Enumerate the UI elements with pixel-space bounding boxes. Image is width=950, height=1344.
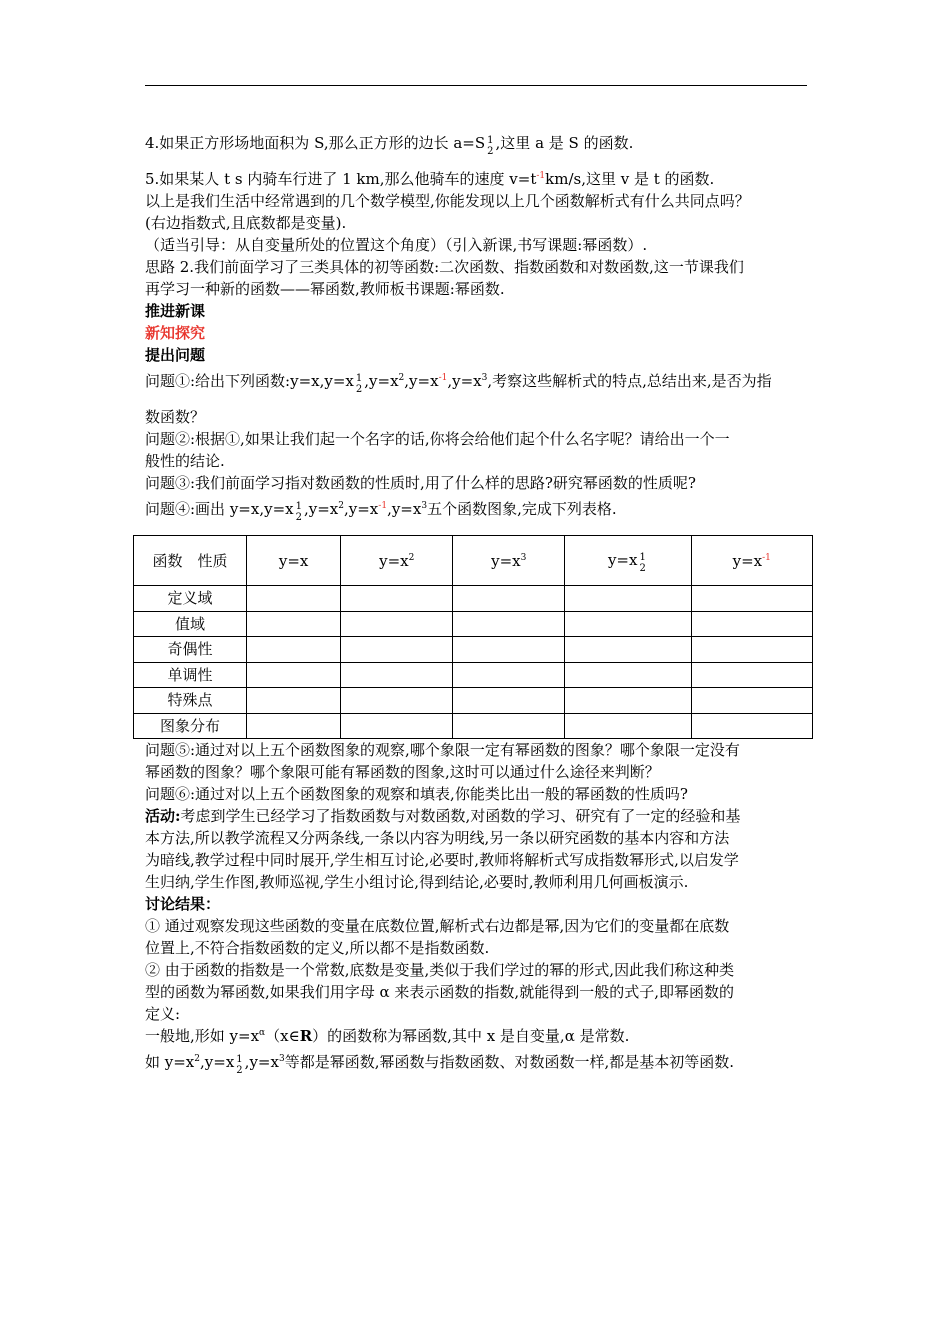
item-4-text-end: ,这里 a 是 S 的函数.: [495, 134, 634, 152]
exponent-three: 3: [421, 501, 428, 511]
row-label: 单调性: [134, 662, 247, 688]
row-label: 特殊点: [134, 688, 247, 714]
fraction-one-half: 1 2: [487, 135, 494, 157]
item-4: [145, 128, 810, 158]
table-row: [134, 713, 813, 739]
fraction-one-half: 1 2: [295, 501, 302, 523]
table-row: [134, 586, 813, 612]
paragraph-line: 以上是我们生活中经常遇到的几个数学模型,你能发现以上几个函数解析式有什么共同点吗？: [145, 192, 750, 210]
activity-line: 生归纳,学生作图,教师巡视,学生小组讨论,得到结论,必要时,教师利用几何画板演示.: [145, 873, 689, 891]
question-6: 问题⑥:通过对以上五个函数图象的观察和填表,你能类比出一般的幂函数的性质吗?: [145, 785, 688, 803]
q4-text: ,y=x: [387, 500, 422, 518]
q4-text: ,y=x: [303, 500, 339, 518]
activity-line: [145, 805, 810, 827]
definition-text: （x∈: [265, 1027, 300, 1045]
question-5: 问题⑤:通过对以上五个函数图象的观察,哪个象限一定有幂函数的图象？哪个象限一定没有: [145, 741, 740, 759]
discussion-line: 位置上,不符合指数函数的定义,所以都不是指数函数.: [145, 939, 490, 957]
q1-text: ,y=x: [404, 372, 439, 390]
heading-explore: 新知探究: [145, 324, 206, 342]
question-2: 问题②:根据①,如果让我们起一个名字的话,你将会给他们起个什么名字呢？请给出一个一: [145, 430, 730, 448]
discussion-line: ② 由于函数的指数是一个常数,底数是变量,类似于我们学过的幂的形式,因此我们称这种类: [145, 961, 735, 979]
q4-text: 五个函数图象,完成下列表格.: [427, 500, 617, 518]
definition-text: 一般地,形如 y=x: [145, 1027, 260, 1045]
fraction-one-half: 1 2: [236, 1054, 243, 1076]
discussion-label: 讨论结果：: [145, 895, 221, 913]
real-numbers-symbol: R: [299, 1027, 313, 1045]
q1-text: ,y=x: [447, 372, 482, 390]
paragraph-line: （适当引导：从自变量所处的位置这个角度）（引入新课,书写课题:幂函数）.: [145, 236, 648, 254]
properties-table: [133, 535, 813, 739]
discussion-line: 定义:: [145, 1005, 181, 1023]
activity-line: 本方法,所以教学流程又分两条线,一条以内容为明线,另一条以研究函数的基本内容和方法: [145, 829, 730, 847]
q1-text: ,考察这些解析式的特点,总结出来,是否为指: [487, 372, 772, 390]
table-row: [134, 611, 813, 637]
row-label: 值域: [134, 611, 247, 637]
table-col-y-x: y=x: [247, 536, 341, 586]
question-4: [145, 494, 810, 524]
exponent-neg-one: -1: [438, 373, 448, 383]
document-body: [145, 128, 810, 1077]
exponent-alpha: α: [259, 1028, 266, 1038]
table-col-y-x-neg1: $y=x^{-1}$: [691, 536, 812, 586]
example-text: 如 y=x: [145, 1053, 195, 1071]
q1-text: 问题①:给出下列函数:y=x,y=x: [145, 372, 354, 390]
exponent-neg-one: -1: [378, 501, 388, 511]
table-corner-cell: 函数 性质: [134, 536, 247, 586]
example-text: 等都是幂函数,幂函数与指数函数、对数函数一样,都是基本初等函数.: [284, 1053, 734, 1071]
q4-text: 问题④:画出 y=x,y=x: [145, 500, 294, 518]
paragraph-line: 思路 2.我们前面学习了三类具体的初等函数:二次函数、指数函数和对数函数,这一节课我们: [145, 258, 744, 276]
example-text: ,y=x: [200, 1053, 235, 1071]
paragraph-line: (右边指数式,且底数都是变量).: [145, 214, 347, 232]
exponent-two: 2: [338, 501, 344, 511]
exponent-two: 2: [194, 1054, 201, 1064]
q1-text: ,y=x: [364, 372, 399, 390]
example-text: ,y=x: [244, 1053, 279, 1071]
activity-text: 考虑到学生已经学习了指数函数与对数函数,对函数的学习、研究有了一定的经验和基: [180, 807, 741, 825]
question-2-line: 般性的结论.: [145, 452, 225, 470]
table-col-y-x3: $y=x^3$: [453, 536, 565, 586]
heading-new-lesson: 推进新课: [145, 302, 206, 320]
activity-label: 活动:: [145, 807, 181, 825]
exponent-three: 3: [278, 1054, 285, 1064]
question-1-end: 数函数？: [145, 408, 206, 426]
question-5-line: 幂函数的图象？哪个象限可能有幂函数的图象,这时可以通过什么途径来判断？: [145, 763, 660, 781]
table-col-y-x2: $y=x^2$: [341, 536, 453, 586]
exponent-three: 3: [481, 373, 488, 383]
table-row: [134, 688, 813, 714]
exponent-neg-one: -1: [536, 171, 546, 181]
q4-text: ,y=x: [344, 500, 379, 518]
question-1: [145, 366, 810, 396]
discussion-line: 型的函数为幂函数,如果我们用字母 α 来表示函数的指数,就能得到一般的式子,即幂函数的: [145, 983, 734, 1001]
definition-text: ）的函数称为幂函数,其中 x 是自变量,α 是常数.: [312, 1027, 630, 1045]
exponent-two: 2: [398, 373, 405, 383]
table-header-row: [134, 536, 813, 586]
row-label: 定义域: [134, 586, 247, 612]
table-col-y-x-half: y=x 1 2: [565, 536, 691, 586]
table-row: [134, 662, 813, 688]
heading-questions: 提出问题: [145, 346, 206, 364]
question-3: 问题③:我们前面学习指对数函数的性质时,用了什么样的思路?研究幂函数的性质呢?: [145, 474, 696, 492]
item-5-text: 5.如果某人 t s 内骑车行进了 1 km,那么他骑车的速度 v=t: [145, 170, 537, 188]
discussion-line: ① 通过观察发现这些函数的变量在底数位置,解析式右边都是幂,因为它们的变量都在底数: [145, 917, 730, 935]
activity-line: 为暗线,教学过程中同时展开,学生相互讨论,必要时,教师将解析式写成指数幂形式,以启发学: [145, 851, 739, 869]
item-5: [145, 168, 810, 190]
table-row: [134, 637, 813, 663]
row-label: 图象分布: [134, 713, 247, 739]
example-line: [145, 1047, 810, 1077]
header-rule: [145, 85, 807, 86]
definition-line: [145, 1025, 810, 1047]
paragraph-line: 再学习一种新的函数——幂函数,教师板书课题:幂函数.: [145, 280, 505, 298]
item-5-text-end: km/s,这里 v 是 t 的函数.: [545, 170, 715, 188]
fraction-one-half: 1 2: [355, 373, 363, 395]
item-4-text: 4.如果正方形场地面积为 S,那么正方形的边长 a=S: [145, 134, 486, 152]
row-label: 奇偶性: [134, 637, 247, 663]
